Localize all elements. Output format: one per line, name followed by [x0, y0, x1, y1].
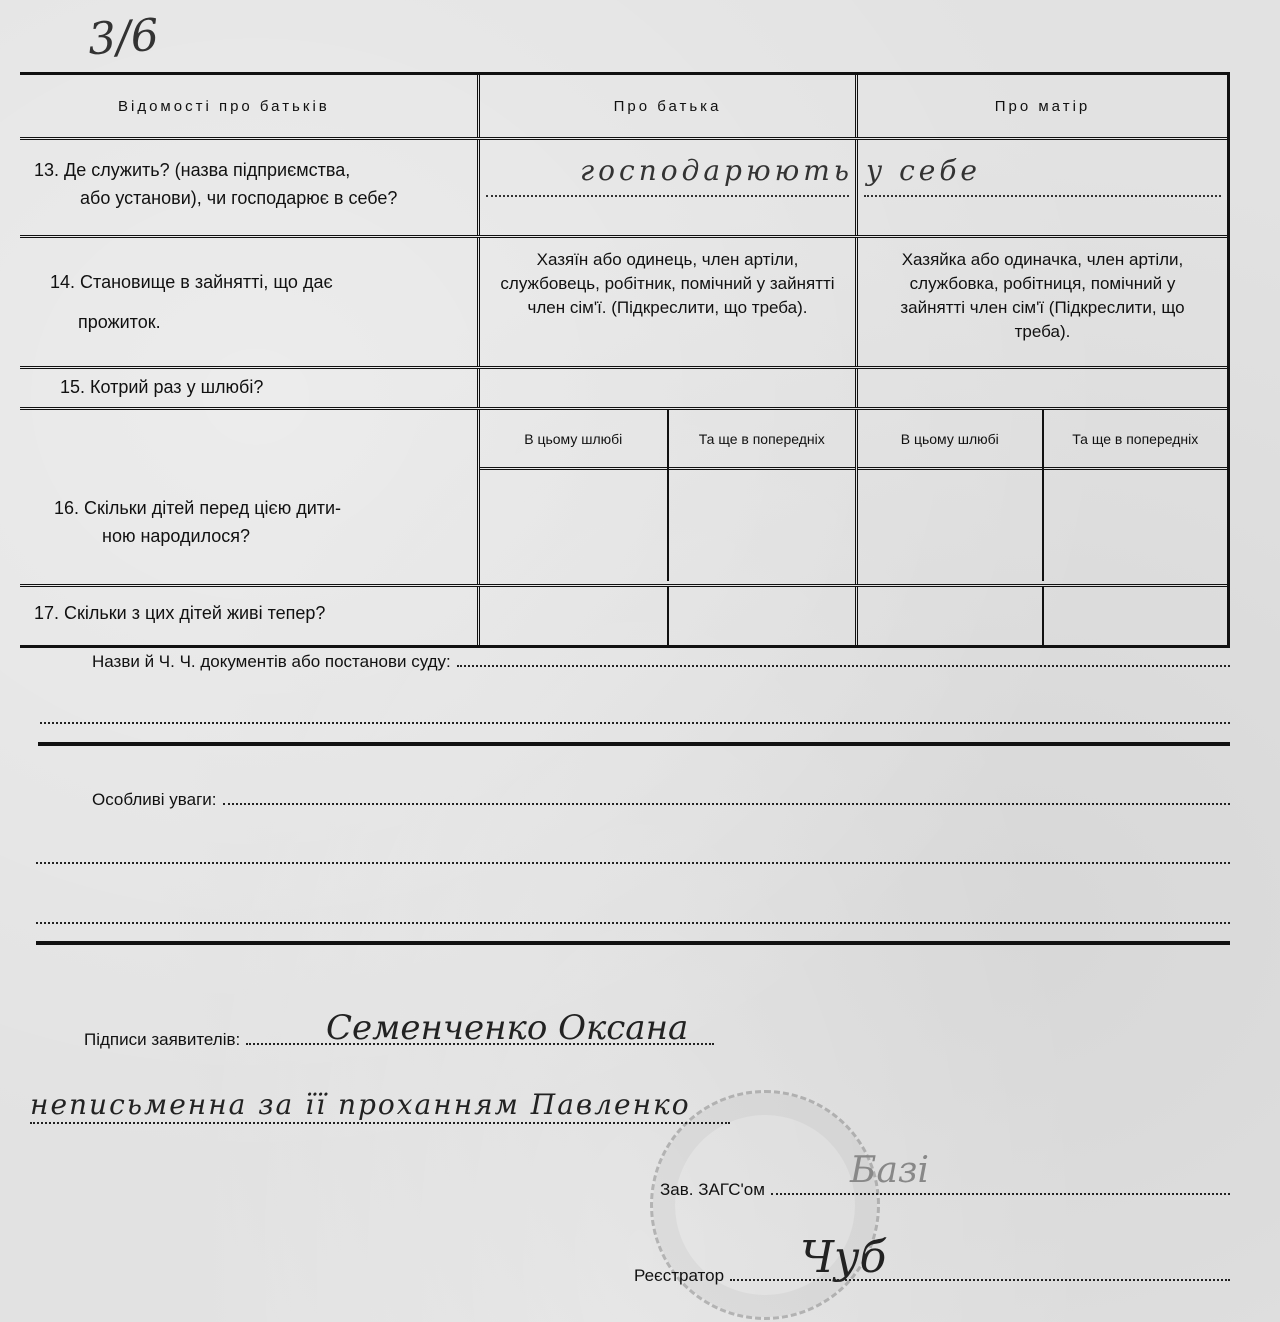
subheader-previous: Та ще в попередніх: [1044, 410, 1228, 470]
header-info: Відомості про батьків: [20, 75, 480, 137]
zags-head-label: Зав. ЗАГС'ом: [660, 1180, 765, 1199]
q17-father-cell: [480, 587, 858, 645]
remarks-label: Особливі уваги:: [92, 790, 217, 809]
q16-line1: 16. Скільки дітей перед цією дити-: [54, 498, 342, 518]
q16-father-cell: [480, 410, 858, 584]
zags-head-signature-field[interactable]: [660, 1180, 1230, 1200]
section-divider: [36, 941, 1230, 945]
q16-mother-this-marriage: [858, 410, 1044, 581]
q14-mother-options[interactable]: Хазяйка або одиначка, член артіли, службовка, робітниця, помічний у зайнятті член сім'ї (Підкреслити, що треба).: [900, 250, 1185, 341]
page-number-mark: 3/6: [86, 9, 161, 66]
registrar-label: Реєстратор: [634, 1266, 725, 1285]
section-divider: [38, 742, 1230, 746]
subheader-previous: Та ще в попередніх: [669, 410, 856, 470]
dotted-line: [486, 195, 849, 197]
q16-father-this-marriage-field[interactable]: [480, 470, 667, 581]
subheader-this-marriage: В цьому шлюбі: [480, 410, 667, 470]
header-father: Про батька: [480, 75, 858, 137]
applicants-signature-label: Підписи заявителів:: [84, 1030, 241, 1049]
q16-mother-previous-field[interactable]: [1044, 470, 1228, 581]
q13-line2: або установи), чи господарює в себе?: [80, 188, 398, 208]
q17-mother-cell: [858, 587, 1227, 645]
q17-mother-previous-field[interactable]: [1044, 587, 1228, 645]
dotted-line: [864, 195, 1221, 197]
q16-label: [20, 410, 480, 584]
row-q13: [20, 140, 1227, 238]
q14-label: [20, 238, 480, 366]
q17-label: 17. Скільки з цих дітей живі тепер?: [20, 587, 480, 645]
dotted-line: [771, 1193, 1230, 1195]
applicants-signature-line-2[interactable]: [30, 1122, 730, 1124]
q13-label: [20, 140, 480, 235]
table-header-row: [20, 75, 1227, 140]
remarks-line-3[interactable]: [36, 922, 1230, 924]
q15-label: 15. Котрий раз у шлюбі?: [20, 369, 480, 407]
q14-line1: 14. Становище в зайнятті, що дає: [50, 272, 333, 292]
zags-head-signature-handwritten: Базі: [850, 1150, 930, 1191]
q16-father-previous-field[interactable]: [669, 470, 856, 581]
documents-label: Назви й Ч. Ч. документів або постанови суду:: [92, 652, 451, 671]
dotted-line: [457, 665, 1230, 667]
q17-father-previous-field[interactable]: [669, 587, 856, 645]
q15-father-field[interactable]: [480, 369, 858, 407]
header-mother: Про матір: [994, 97, 1091, 115]
q16-line2: ною народилося?: [102, 526, 251, 546]
q14-line2: прожиток.: [78, 312, 161, 332]
row-q17: [20, 587, 1227, 645]
q17-mother-this-marriage-field[interactable]: [858, 587, 1044, 645]
q13-handwritten-answer: господарюють у себе: [580, 154, 981, 187]
registrar-signature-handwritten: Чуб: [800, 1232, 887, 1283]
dotted-line: [223, 803, 1230, 805]
q16-mother-this-marriage-field[interactable]: [858, 470, 1042, 581]
applicant-signature-handwritten: Семенченко Оксана: [326, 1008, 689, 1048]
applicant-proxy-signature-handwritten: неписьменна за її проханням Павленко: [30, 1088, 691, 1121]
q17-father-this-marriage-field[interactable]: [480, 587, 669, 645]
remarks-line-2[interactable]: [36, 862, 1230, 864]
documents-line-2[interactable]: [40, 722, 1230, 724]
row-q16: [20, 410, 1227, 587]
registrar-signature-field[interactable]: [634, 1266, 1230, 1286]
subheader-this-marriage: В цьому шлюбі: [858, 410, 1042, 470]
documents-field[interactable]: [92, 652, 1230, 672]
parents-info-table: [20, 72, 1230, 648]
q16-father-this-marriage: [480, 410, 669, 581]
row-q14: [20, 238, 1227, 369]
q16-mother-previous: [1044, 410, 1228, 581]
q15-mother-field[interactable]: [858, 369, 1227, 407]
row-q15: [20, 369, 1227, 410]
q13-line1: 13. Де служить? (назва підприємства,: [34, 160, 351, 180]
q16-mother-cell: [858, 410, 1227, 584]
q13-father-field[interactable]: [480, 140, 981, 235]
remarks-field[interactable]: [92, 790, 1230, 810]
q14-father-options[interactable]: Хазяїн або одинець, член артіли, службовець, робітник, помічний у зайнятті член сім'ї. (Підкреслити, що треба).: [480, 238, 858, 366]
q16-father-previous: [669, 410, 856, 581]
